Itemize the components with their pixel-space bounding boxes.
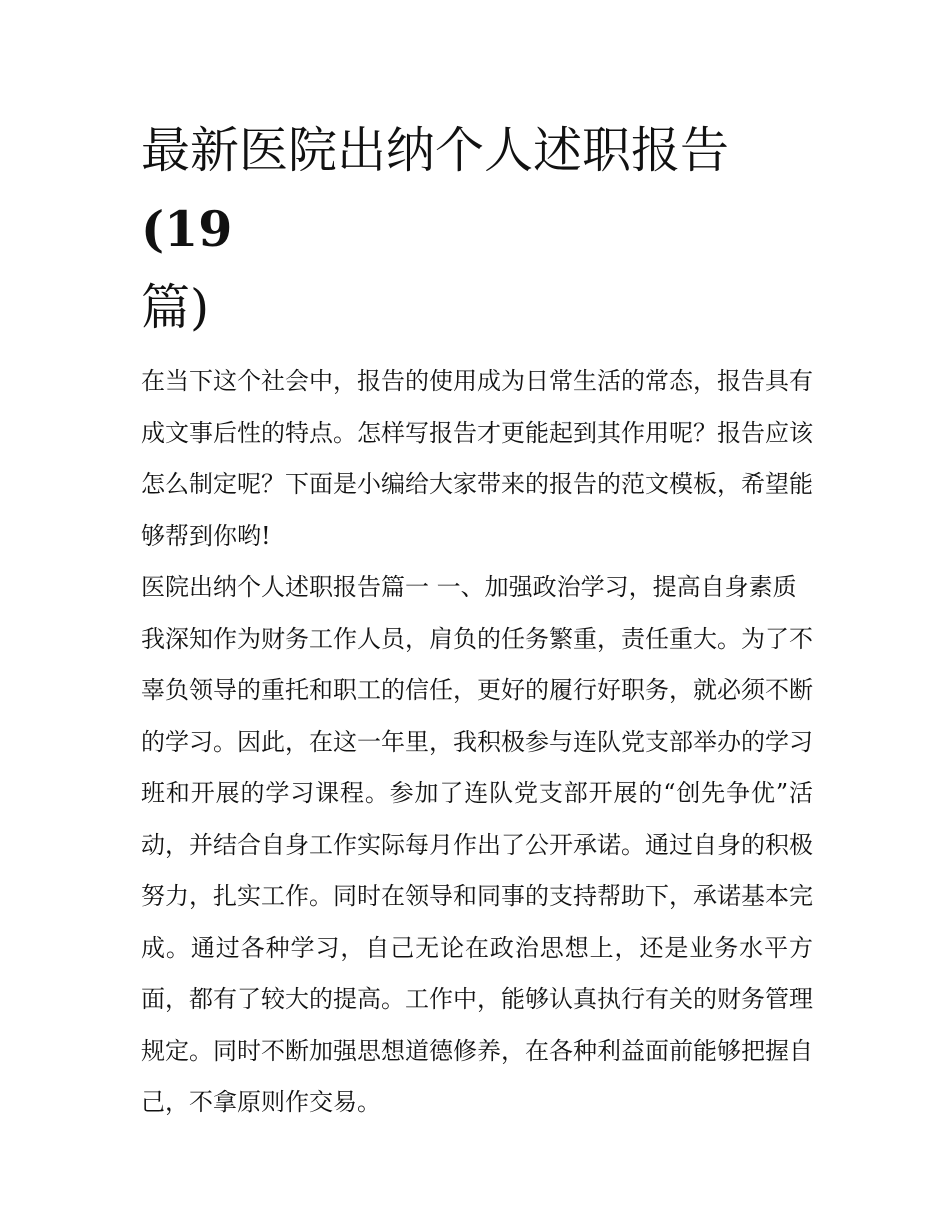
intro-paragraph: 在当下这个社会中，报告的使用成为日常生活的常态，报告具有成文事后性的特点。怎样写报告才更能起到其作用呢？报告应该怎么制定呢？下面是小编给大家带来的报告的范文模板，希望能够帮到你哟! — [141, 367, 813, 550]
title-main: 最新医院出纳个人述职报告 — [141, 122, 730, 179]
document-page — [141, 112, 813, 1129]
title-suffix: (19 — [141, 200, 233, 258]
title-line2: 篇) — [141, 279, 210, 336]
body-paragraph: 我深知作为财务工作人员，肩负的任务繁重，责任重大。为了不辜负领导的重托和职工的信任，更好的履行好职务，就必须不断的学习。因此，在这一年里，我积极参与连队党支部举办的学习班和开展的学习课程。参加了连队党支部开展的“创先争优”活动，并结合自身工作实际每月作出了公开承诺。通过自身的积极努力，扎实工作。同时在领导和同事的支持帮助下，承诺基本完成。通过各种学习，自己无论在政治思想上，还是业务水平方面，都有了较大的提高。工作中，能够认真执行有关的财务管理规定。同时不断加强思想道德修养，在各种利益面前能够把握自己，不拿原则作交易。 — [141, 624, 813, 1116]
section-heading: 医院出纳个人述职报告篇一 一、加强政治学习，提高自身素质 — [141, 573, 797, 601]
document-title — [141, 112, 813, 347]
